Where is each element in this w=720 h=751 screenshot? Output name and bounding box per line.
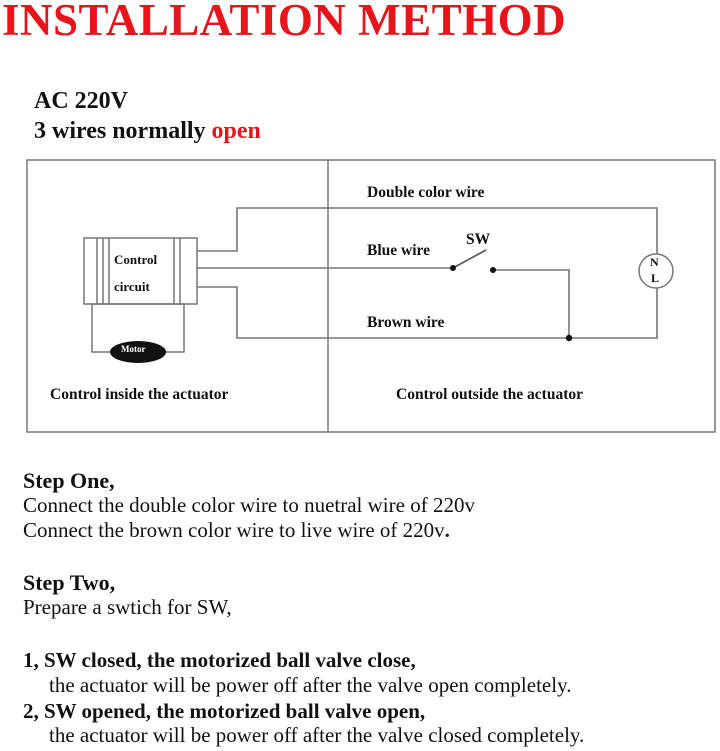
step-one-line2-end: .: [444, 518, 450, 542]
left-caption: Control inside the actuator: [50, 386, 229, 403]
double-color-wire-label: Double color wire: [367, 184, 485, 201]
step-one-title: Step One,: [23, 468, 115, 493]
sw-contact-left: [450, 265, 456, 271]
load-l-label: L: [651, 271, 660, 285]
voltage-heading: AC 220V: [34, 88, 128, 114]
circuit-label: circuit: [114, 279, 150, 294]
right-caption: Control outside the actuator: [396, 386, 583, 403]
sw-contact-right: [490, 267, 496, 273]
wiring-highlight: open: [211, 118, 261, 144]
step-two-line1: Prepare a swtich for SW,: [23, 595, 232, 619]
motor-label: Motor: [121, 344, 146, 354]
load-n-label: N: [650, 255, 659, 269]
item1-text: the actuator will be power off after the valve open completely.: [49, 673, 572, 697]
item1-title: 1, SW closed, the motorized ball valve close,: [23, 648, 416, 672]
wiring-prefix: 3 wires normally: [34, 118, 212, 144]
step-two-title: Step Two,: [23, 570, 116, 595]
page-title: INSTALLATION METHOD: [2, 0, 567, 45]
step-one-line1: Connect the double color wire to nuetral wire of 220v: [23, 493, 475, 517]
control-label: Control: [114, 252, 158, 267]
step-one-line2-text: Connect the brown color wire to live wire of 220v: [23, 518, 445, 542]
item2-title: 2, SW opened, the motorized ball valve open,: [23, 699, 426, 723]
brown-junction: [566, 335, 572, 341]
sw-blade: [453, 250, 486, 268]
blue-wire-label: Blue wire: [367, 242, 430, 259]
item2-text: the actuator will be power off after the valve closed completely.: [49, 723, 585, 747]
step-one-line2: [23, 518, 450, 543]
sw-label: SW: [466, 231, 491, 248]
brown-wire-label: Brown wire: [367, 314, 445, 331]
